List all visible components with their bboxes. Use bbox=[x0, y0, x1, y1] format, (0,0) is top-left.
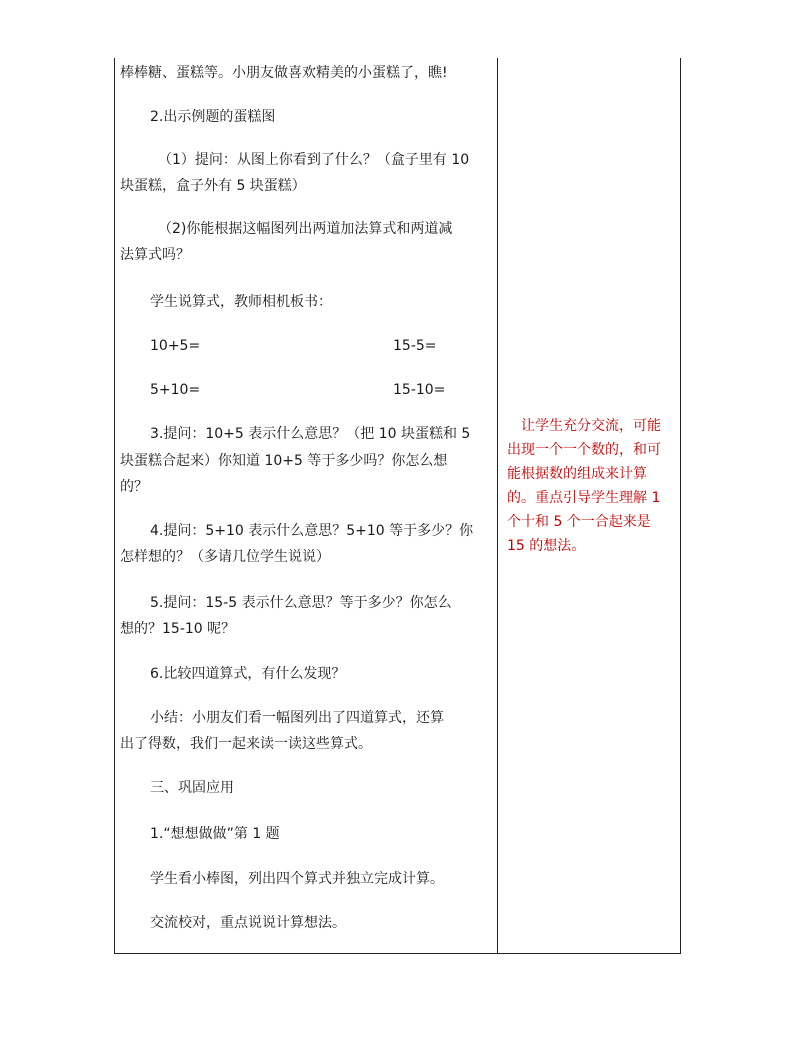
exercise1-task: 学生看小棒图，列出四个算式并独立完成计算。 bbox=[150, 871, 444, 887]
equation-sub-2: 15-10= bbox=[393, 382, 446, 398]
summary-line2: 出了得数，我们一起来读一读这些算式。 bbox=[120, 736, 372, 752]
summary-line1: 小结：小朋友们看一幅图列出了四道算式，还算 bbox=[150, 710, 444, 726]
table-column-divider bbox=[497, 58, 498, 954]
section3-title: 三、巩固应用 bbox=[150, 780, 234, 796]
teacher-note-line1: 让学生充分交流，可能 bbox=[521, 418, 661, 434]
equation-add-1: 10+5= bbox=[150, 338, 201, 354]
teacher-note-line5: 个十和 5 个一合起来是 bbox=[507, 514, 651, 530]
question1-line2: 块蛋糕，盒子外有 5 块蛋糕） bbox=[120, 178, 306, 194]
question3-line3: 的？ bbox=[120, 479, 148, 495]
exercise1-check: 交流校对，重点说说计算想法。 bbox=[150, 915, 346, 931]
table-left-border bbox=[114, 58, 115, 954]
teacher-note-line6: 15 的想法。 bbox=[507, 538, 586, 554]
teacher-note-line3: 能根据数的组成来计算 bbox=[507, 466, 647, 482]
board-intro-text: 学生说算式，教师相机板书： bbox=[150, 294, 332, 310]
equation-sub-1: 15-5= bbox=[393, 338, 437, 354]
teacher-note-line4: 的。重点引导学生理解 1 bbox=[507, 490, 661, 506]
intro-continuation-text: 棒棒糖、蛋糕等。小朋友做喜欢精美的小蛋糕了，瞧! bbox=[120, 65, 448, 81]
teacher-note-line2: 出现一个一个数的，和可 bbox=[507, 442, 661, 458]
table-bottom-border bbox=[114, 953, 681, 954]
question2-line1: （2)你能根据这幅图列出两道加法算式和两道减 bbox=[158, 221, 453, 237]
equation-add-2: 5+10= bbox=[150, 382, 201, 398]
question6-text: 6.比较四道算式，有什么发现？ bbox=[150, 666, 346, 682]
question1-line1: （1）提问：从图上你看到了什么？（盒子里有 10 bbox=[158, 152, 470, 168]
table-right-border bbox=[680, 58, 681, 954]
step2-title: 2.出示例题的蛋糕图 bbox=[150, 109, 276, 125]
question5-line2: 想的？15-10 呢？ bbox=[120, 621, 236, 637]
question3-line2: 块蛋糕合起来）你知道 10+5 等于多少吗？你怎么想 bbox=[120, 453, 448, 469]
question4-line1: 4.提问：5+10 表示什么意思？5+10 等于多少？你 bbox=[150, 523, 474, 539]
question5-line1: 5.提问：15-5 表示什么意思？等于多少？你怎么 bbox=[150, 595, 452, 611]
question4-line2: 怎样想的？（多请几位学生说说） bbox=[120, 549, 330, 565]
exercise1-title: 1.“想想做做”第 1 题 bbox=[150, 826, 280, 842]
question3-line1: 3.提问：10+5 表示什么意思？（把 10 块蛋糕和 5 bbox=[150, 426, 471, 442]
question2-line2: 法算式吗？ bbox=[120, 247, 190, 263]
